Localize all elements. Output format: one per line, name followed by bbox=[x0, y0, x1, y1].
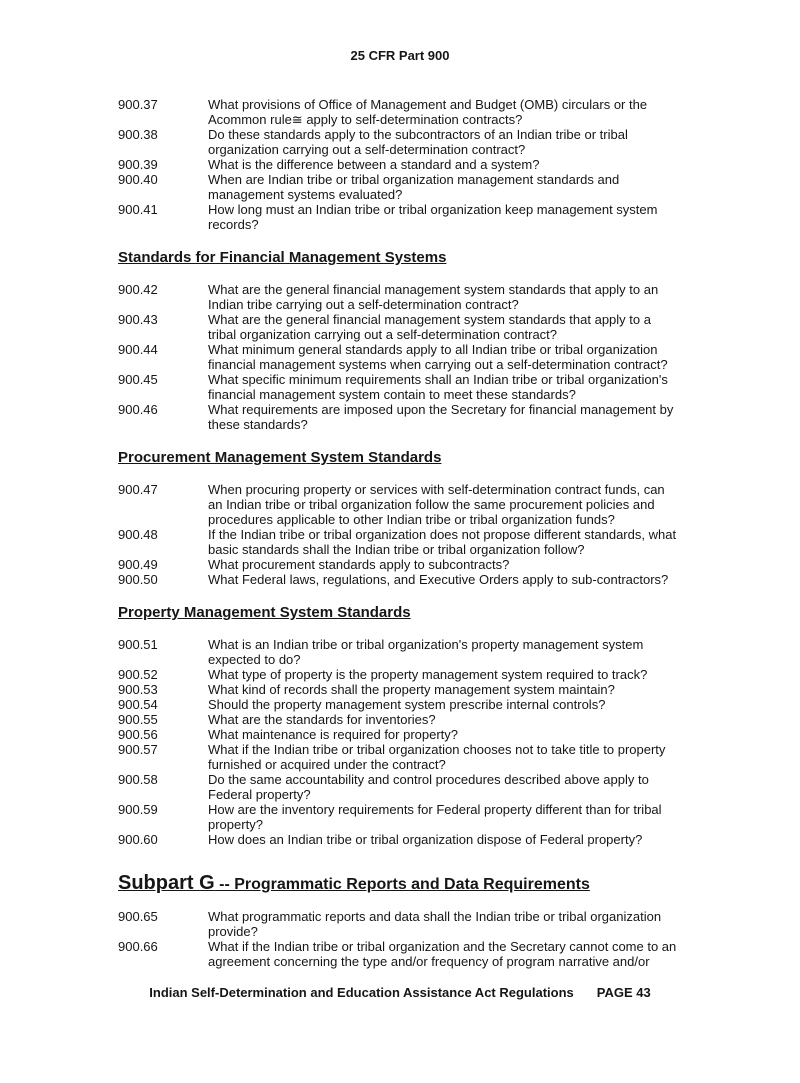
section-number: 900.50 bbox=[118, 572, 158, 587]
section-number: 900.54 bbox=[118, 697, 158, 712]
toc-entry bbox=[118, 742, 720, 772]
entry-group bbox=[118, 97, 720, 232]
section-heading: Property Management System Standards bbox=[118, 604, 411, 621]
section-question: When are Indian tribe or tribal organization management standards and management systems evaluated? bbox=[208, 172, 620, 202]
section-number: 900.47 bbox=[118, 482, 158, 497]
section-number: 900.48 bbox=[118, 527, 158, 542]
section-question: Do the same accountability and control procedures described above apply to Federal property? bbox=[208, 772, 649, 802]
toc-entry bbox=[118, 557, 720, 572]
section-question: Do these standards apply to the subcontractors of an Indian tribe or tribal organization carrying out a self-determination contract? bbox=[208, 127, 628, 157]
section-heading: Standards for Financial Management Systems bbox=[118, 249, 447, 266]
section-number: 900.58 bbox=[118, 772, 158, 787]
section-question: What is the difference between a standard and a system? bbox=[208, 157, 540, 172]
section-number: 900.38 bbox=[118, 127, 158, 142]
section-number: 900.37 bbox=[118, 97, 158, 112]
toc-entry bbox=[118, 202, 720, 232]
toc-entry bbox=[118, 127, 720, 157]
section-question: How are the inventory requirements for Federal property different than for tribal property? bbox=[208, 802, 662, 832]
section-question: When procuring property or services with self-determination contract funds, can an Indian tribe or tribal organization follow the same procurement policies and procedures applicable to other Indian tribe or tribal organization funds? bbox=[208, 482, 665, 527]
toc-entry bbox=[118, 572, 720, 587]
section-question: What are the general financial management system standards that apply to an Indian tribe carrying out a self-determination contract? bbox=[208, 282, 659, 312]
section-number: 900.41 bbox=[118, 202, 158, 217]
toc-entry bbox=[118, 772, 720, 802]
section-question: Should the property management system prescribe internal controls? bbox=[208, 697, 606, 712]
section-question: What if the Indian tribe or tribal organization and the Secretary cannot come to an agreement concerning the type and/or frequency of program narrative and/or bbox=[208, 939, 677, 969]
toc-entry bbox=[118, 342, 720, 372]
section-number: 900.45 bbox=[118, 372, 158, 387]
subpart-label: Subpart G bbox=[118, 872, 215, 894]
subpart-heading bbox=[118, 871, 720, 897]
section-question: What maintenance is required for property? bbox=[208, 727, 459, 742]
section-number: 900.39 bbox=[118, 157, 158, 172]
section-question: What procurement standards apply to subcontracts? bbox=[208, 557, 510, 572]
section-question: What if the Indian tribe or tribal organization chooses not to take title to property furnished or acquired under the contract? bbox=[208, 742, 666, 772]
section-number: 900.44 bbox=[118, 342, 158, 357]
toc-entry bbox=[118, 637, 720, 667]
section-number: 900.57 bbox=[118, 742, 158, 757]
section-question: What requirements are imposed upon the Secretary for financial management by these standards? bbox=[208, 402, 674, 432]
entry-group bbox=[118, 637, 720, 847]
toc-entry bbox=[118, 172, 720, 202]
section-question: What type of property is the property management system required to track? bbox=[208, 667, 648, 682]
section-question: How long must an Indian tribe or tribal organization keep management system records? bbox=[208, 202, 658, 232]
toc-entry bbox=[118, 712, 720, 727]
section-number: 900.42 bbox=[118, 282, 158, 297]
section-number: 900.46 bbox=[118, 402, 158, 417]
page-number: PAGE 43 bbox=[596, 985, 651, 1000]
section-question: What minimum general standards apply to all Indian tribe or tribal organization financial management systems when carrying out a self-determination contract? bbox=[208, 342, 668, 372]
toc-entry bbox=[118, 402, 720, 432]
section-number: 900.55 bbox=[118, 712, 158, 727]
section-number: 900.52 bbox=[118, 667, 158, 682]
section-number: 900.43 bbox=[118, 312, 158, 327]
section-heading: Procurement Management System Standards bbox=[118, 449, 442, 466]
section-question: How does an Indian tribe or tribal organization dispose of Federal property? bbox=[208, 832, 643, 847]
section-question: What specific minimum requirements shall an Indian tribe or tribal organization's financial management system contain to meet these standards? bbox=[208, 372, 668, 402]
section-number: 900.51 bbox=[118, 637, 158, 652]
toc-entry bbox=[118, 909, 720, 939]
section-number: 900.53 bbox=[118, 682, 158, 697]
toc-entry bbox=[118, 97, 720, 127]
section-number: 900.49 bbox=[118, 557, 158, 572]
toc-entry bbox=[118, 372, 720, 402]
entry-group bbox=[118, 282, 720, 432]
section-question: What programmatic reports and data shall the Indian tribe or tribal organization provide? bbox=[208, 909, 662, 939]
toc-entry bbox=[118, 727, 720, 742]
toc-entry bbox=[118, 832, 720, 847]
toc-entry bbox=[118, 667, 720, 682]
toc-entry bbox=[118, 282, 720, 312]
toc-entry bbox=[118, 682, 720, 697]
document-body bbox=[0, 97, 800, 969]
toc-entry bbox=[118, 802, 720, 832]
section-question: What are the standards for inventories? bbox=[208, 712, 436, 727]
toc-entry bbox=[118, 939, 720, 969]
footer-title: Indian Self-Determination and Education Assistance Act Regulations bbox=[149, 985, 574, 1000]
subpart-title: -- Programmatic Reports and Data Requirements bbox=[214, 876, 590, 893]
section-question: What is an Indian tribe or tribal organization's property management system expected to do? bbox=[208, 637, 644, 667]
toc-entry bbox=[118, 482, 720, 527]
entry-group bbox=[118, 482, 720, 587]
toc-entry bbox=[118, 157, 720, 172]
toc-entry bbox=[118, 697, 720, 712]
section-number: 900.59 bbox=[118, 802, 158, 817]
section-number: 900.66 bbox=[118, 939, 158, 954]
section-question: What are the general financial management system standards that apply to a tribal organization carrying out a self-determination contract? bbox=[208, 312, 651, 342]
section-number: 900.56 bbox=[118, 727, 158, 742]
entry-group bbox=[118, 909, 720, 969]
section-question: What kind of records shall the property management system maintain? bbox=[208, 682, 615, 697]
section-question: What Federal laws, regulations, and Executive Orders apply to sub-contractors? bbox=[208, 572, 669, 587]
section-number: 900.40 bbox=[118, 172, 158, 187]
section-question: What provisions of Office of Management and Budget (OMB) circulars or the Αcommon rule≅ apply to self-determination contracts? bbox=[208, 97, 648, 127]
document-footer bbox=[0, 985, 800, 1000]
page-title: 25 CFR Part 900 bbox=[350, 48, 450, 63]
section-number: 900.65 bbox=[118, 909, 158, 924]
section-question: If the Indian tribe or tribal organization does not propose different standards, what basic standards shall the Indian tribe or tribal organization follow? bbox=[208, 527, 677, 557]
toc-entry bbox=[118, 527, 720, 557]
toc-entry bbox=[118, 312, 720, 342]
section-number: 900.60 bbox=[118, 832, 158, 847]
